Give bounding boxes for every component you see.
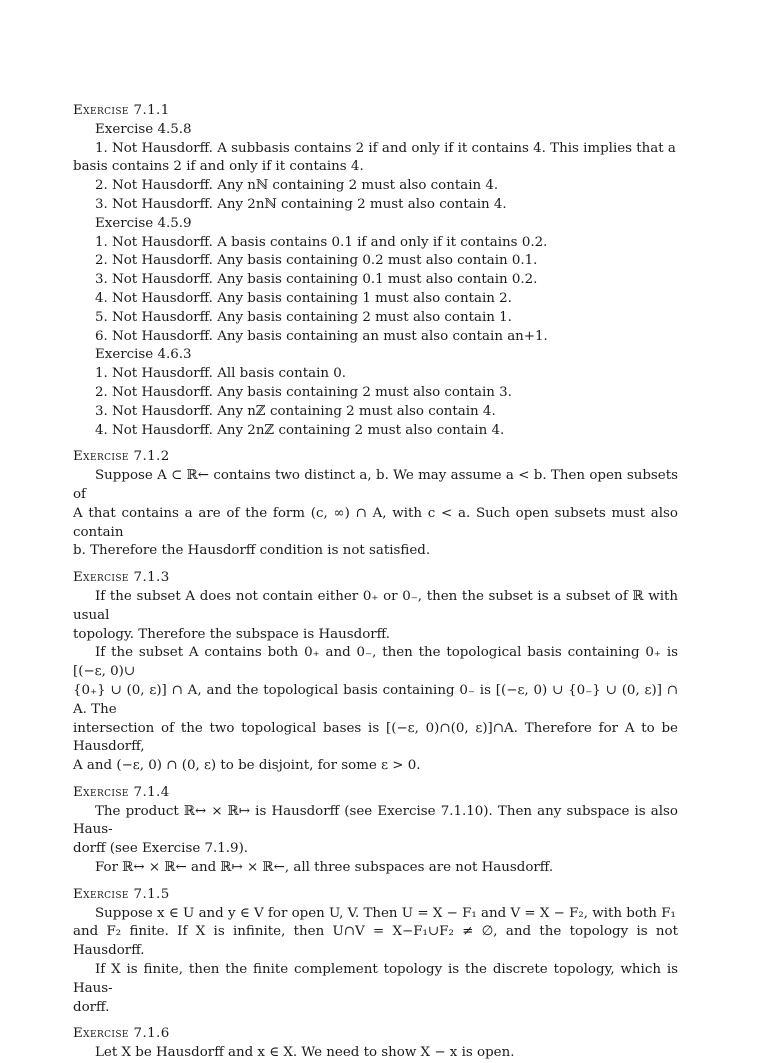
text-line: If the subset A does not contain either 0₊ or 0₋, then the subset is a subset of ℝ with usual [73, 588, 678, 623]
exercise-heading: Exercise 7.1.2 [73, 449, 170, 465]
exercise-heading: Exercise 7.1.5 [73, 886, 170, 902]
sub-exercise-heading: Exercise 4.6.3 [95, 347, 192, 363]
text-line: If the subset A contains both 0₊ and 0₋, then the topological basis containing 0₊ is [(−ε, 0)∪ [73, 645, 678, 680]
text-line: A and (−ε, 0) ∩ (0, ε) to be disjoint, for some ε > 0. [73, 758, 421, 774]
exercise-heading: Exercise 7.1.1 [73, 103, 170, 118]
document-page [73, 102, 678, 1063]
text-line: {0₊} ∪ (0, ε)] ∩ A, and the topological basis containing 0₋ is [(−ε, 0) ∪ {0₋} ∪ (0, ε)] ∩ A. The [73, 682, 678, 717]
text-line: The product ℝ↔ × ℝ↦ is Hausdorff (see Exercise 7.1.10). Then any subspace is also Haus- [73, 803, 678, 838]
text-line: 6. Not Hausdorff. Any basis containing an must also contain an+1. [95, 328, 548, 344]
text-line: and F₂ finite. If X is infinite, then U∩V = X−F₁∪F₂ ≠ ∅, and the topology is not Hausdorff. [73, 924, 678, 959]
text-line: dorff (see Exercise 7.1.9). [73, 841, 249, 857]
text-line: intersection of the two topological bases is [(−ε, 0)∩(0, ε)]∩A. Therefore for A to be Hausdorff, [73, 720, 678, 755]
text-line: basis contains 2 if and only if it contains 4. [73, 159, 364, 175]
exercise-7-1-5 [73, 886, 678, 1018]
text-line: 2. Not Hausdorff. Any nℕ containing 2 must also contain 4. [95, 178, 499, 194]
exercise-7-1-2 [73, 448, 678, 561]
text-line: dorff. [73, 999, 110, 1015]
text-line: 3. Not Hausdorff. Any 2nℕ containing 2 must also contain 4. [95, 196, 507, 212]
sub-exercise-heading: Exercise 4.5.8 [95, 121, 192, 137]
exercise-7-1-1 [73, 102, 678, 440]
exercise-7-1-3 [73, 569, 678, 776]
text-line: 1. Not Hausdorff. A basis contains 0.1 if and only if it contains 0.2. [95, 234, 548, 250]
text-line: 2. Not Hausdorff. Any basis containing 0.2 must also contain 0.1. [95, 253, 538, 269]
text-line: 3. Not Hausdorff. Any nℤ containing 2 must also contain 4. [95, 403, 496, 419]
text-line: A that contains a are of the form (c, ∞) ∩ A, with c < a. Such open subsets must also contain [73, 505, 678, 540]
text-line: Suppose A ⊂ ℝ← contains two distinct a, b. We may assume a < b. Then open subsets of [73, 468, 678, 502]
text-line: 2. Not Hausdorff. Any basis containing 2 must also contain 3. [95, 384, 512, 400]
exercise-heading: Exercise 7.1.4 [73, 784, 170, 800]
text-line: If X is finite, then the finite complement topology is the discrete topology, which is Haus- [73, 962, 678, 996]
exercise-7-1-4 [73, 784, 678, 878]
text-line: Let X be Hausdorff and x ∈ X. We need to show X − x is open. [95, 1045, 515, 1061]
exercise-heading: Exercise 7.1.3 [73, 570, 170, 586]
text-line: b. Therefore the Hausdorff condition is not satisfied. [73, 543, 431, 559]
text-line: 1. Not Hausdorff. All basis contain 0. [95, 366, 347, 382]
exercise-heading: Exercise 7.1.6 [73, 1026, 170, 1042]
text-line: 3. Not Hausdorff. Any basis containing 0.1 must also contain 0.2. [95, 272, 538, 288]
text-line: 4. Not Hausdorff. Any 2nℤ containing 2 must also contain 4. [95, 422, 505, 438]
sub-exercise-heading: Exercise 4.5.9 [95, 215, 192, 231]
text-line: topology. Therefore the subspace is Hausdorff. [73, 626, 390, 642]
text-line: 5. Not Hausdorff. Any basis containing 2 must also contain 1. [95, 309, 512, 325]
text-line: 1. Not Hausdorff. A subbasis contains 2 if and only if it contains 4. This implies that a [95, 140, 676, 156]
exercise-7-1-6 [73, 1025, 678, 1063]
text-line: Suppose x ∈ U and y ∈ V for open U, V. Then U = X − F₁ and V = X − F₂, with both F₁ [95, 905, 676, 921]
text-line: For ℝ↔ × ℝ← and ℝ↦ × ℝ←, all three subspaces are not Hausdorff. [95, 860, 554, 876]
text-line: 4. Not Hausdorff. Any basis containing 1 must also contain 2. [95, 290, 512, 306]
